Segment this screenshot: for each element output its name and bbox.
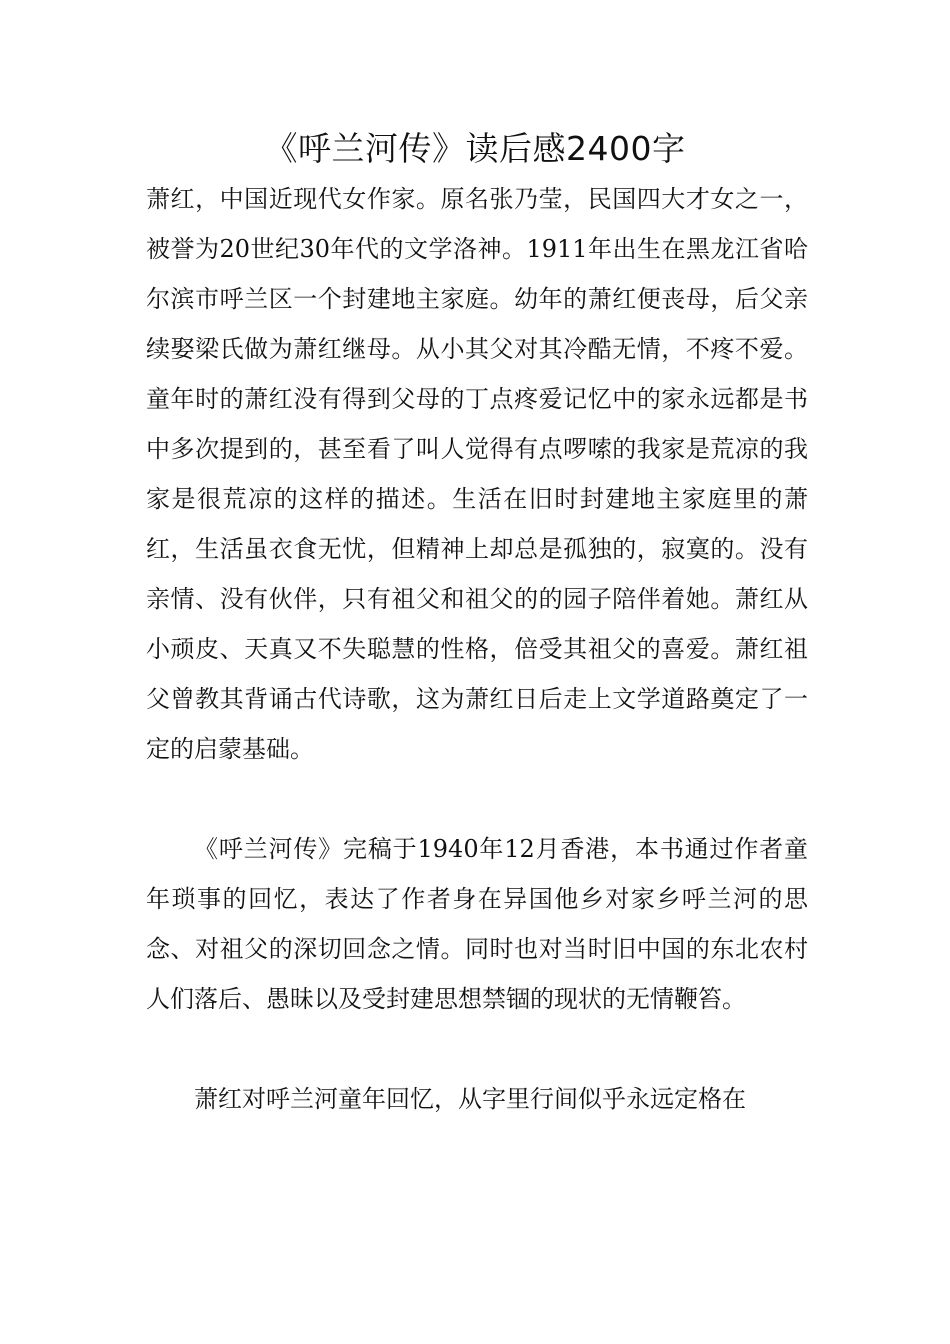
document-body: [146, 174, 808, 1124]
document-title: 《呼兰河传》读后感2400字: [264, 129, 686, 168]
paragraph-book-summary: 《呼兰河传》完稿于1940年12月香港，本书通过作者童年琐事的回忆，表达了作者身在异国他乡对家乡呼兰河的思念、对祖父的深切回念之情。同时也对当时旧中国的东北农村人们落后、愚昧以及受封建思想禁锢的现状的无情鞭笞。: [146, 835, 808, 1013]
paragraph-intro: 萧红，中国近现代女作家。原名张乃莹，民国四大才女之一，被誉为20世纪30年代的文学洛神。1911年出生在黑龙江省哈尔滨市呼兰区一个封建地主家庭。幼年的萧红便丧母，后父亲续娶梁氏做为萧红继母。从小其父对其冷酷无情，不疼不爱。童年时的萧红没有得到父母的丁点疼爱记忆中的家永远都是书中多次提到的，甚至看了叫人觉得有点啰嗦的我家是荒凉的我家是很荒凉的这样的描述。生活在旧时封建地主家庭里的萧红，生活虽衣食无忧，但精神上却总是孤独的，寂寞的。没有亲情、没有伙伴，只有祖父和祖父的的园子陪伴着她。萧红从小顽皮、天真又不失聪慧的性格，倍受其祖父的喜爱。萧红祖父曾教其背诵古代诗歌，这为萧红日后走上文学道路奠定了一定的启蒙基础。: [146, 185, 808, 763]
paragraph-spacer: [146, 774, 808, 824]
paragraph-spacer: [146, 1024, 808, 1074]
paragraph-childhood-memory: 萧红对呼兰河童年回忆，从字里行间似乎永远定格在: [194, 1085, 746, 1113]
